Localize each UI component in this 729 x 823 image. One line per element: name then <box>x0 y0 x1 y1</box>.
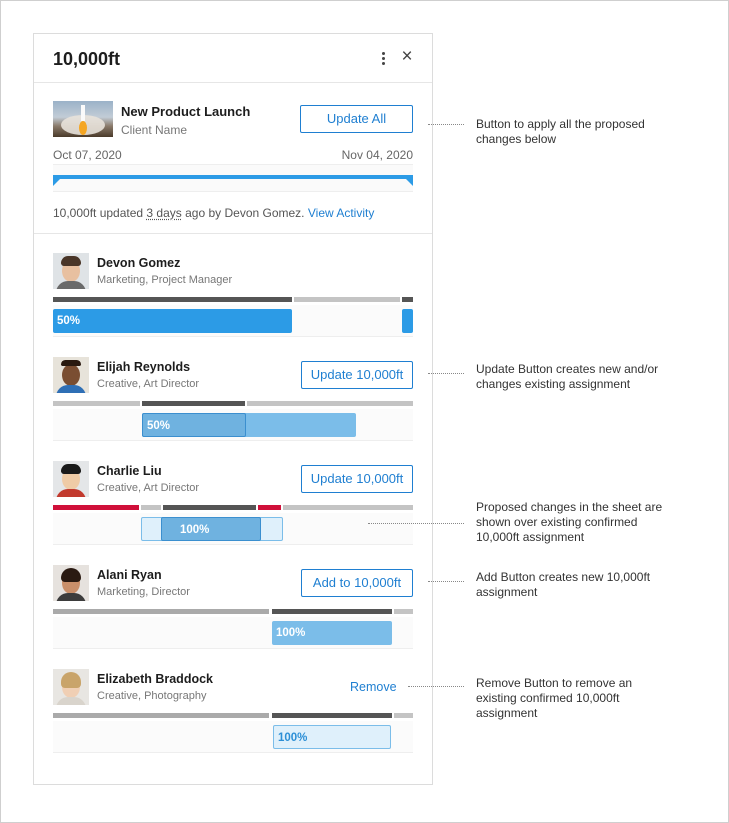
schedule-segment-conflict <box>258 505 281 510</box>
activity-prefix: 10,000ft updated <box>53 206 147 220</box>
person-row-elijah-reynolds <box>34 357 432 461</box>
update-10000ft-button[interactable]: Update 10,000ft <box>301 361 413 389</box>
project-start-date: Oct 07, 2020 <box>53 148 122 162</box>
schedule-segment <box>247 401 413 406</box>
allocation-bar-confirmed[interactable]: 100% <box>161 517 261 541</box>
schedule-segment <box>283 505 413 510</box>
schedule-segment <box>394 609 413 614</box>
person-name: Elijah Reynolds <box>97 360 191 374</box>
panel-header <box>34 34 432 83</box>
person-row-alani-ryan <box>34 565 432 669</box>
avatar <box>53 253 89 289</box>
add-to-10000ft-button[interactable]: Add to 10,000ft <box>301 569 413 597</box>
person-role: Marketing, Director <box>97 586 190 598</box>
activity-line <box>53 206 374 220</box>
schedule-segment-conflict <box>53 505 139 510</box>
person-row-elizabeth-braddock <box>34 669 432 773</box>
update-10000ft-button[interactable]: Update 10,000ft <box>301 465 413 493</box>
schedule-segment <box>402 297 413 302</box>
avatar <box>53 461 89 497</box>
schedule-segment <box>141 505 161 510</box>
project-timeline-bar <box>53 175 413 179</box>
person-name: Charlie Liu <box>97 464 162 478</box>
person-role: Creative, Photography <box>97 690 207 702</box>
schedule-segment <box>394 713 413 718</box>
view-activity-link[interactable]: View Activity <box>307 206 375 220</box>
person-name: Elizabeth Braddock <box>97 672 213 686</box>
person-role: Creative, Art Director <box>97 482 200 494</box>
annotation-update-button: Update Button creates new and/or changes existing assignment <box>476 362 659 391</box>
10000ft-side-panel <box>33 33 433 785</box>
schedule-segment <box>53 297 292 302</box>
allocation-bar-confirmed-end[interactable] <box>402 309 413 333</box>
close-icon[interactable]: × <box>401 46 413 67</box>
person-name: Alani Ryan <box>97 568 162 582</box>
schedule-segment <box>163 505 256 510</box>
annotation-add-button: Add Button creates new 10,000ft assignment <box>476 570 651 599</box>
client-name: Client Name <box>121 123 188 137</box>
annotation-leader <box>428 373 464 374</box>
avatar <box>53 669 89 705</box>
schedule-segment <box>53 609 269 614</box>
schedule-segment <box>142 401 245 406</box>
section-divider <box>34 233 432 234</box>
person-role: Marketing, Project Manager <box>97 274 233 286</box>
activity-middle: ago by Devon Gomez. <box>181 206 308 220</box>
activity-time-ago: 3 days <box>146 206 182 220</box>
schedule-segment <box>272 609 392 614</box>
annotation-remove-button: Remove Button to remove an existing confirmed 10,000ft assignment <box>476 676 633 720</box>
schedule-segment <box>53 713 269 718</box>
remove-link[interactable]: Remove <box>350 680 397 694</box>
panel-title: 10,000ft <box>53 49 121 69</box>
update-all-button[interactable]: Update All <box>300 105 413 133</box>
annotation-proposed-changes: Proposed changes in the sheet are shown over existing confirmed 10,000ft assignment <box>476 500 663 544</box>
project-thumbnail-rocket-launch <box>53 101 113 137</box>
annotation-leader <box>428 581 464 582</box>
annotation-leader <box>368 523 464 524</box>
allocation-bar-to-remove[interactable]: 100% <box>273 725 391 749</box>
person-role: Creative, Art Director <box>97 378 200 390</box>
person-row-devon-gomez <box>34 253 432 357</box>
more-vertical-icon[interactable] <box>375 48 391 68</box>
project-end-date: Nov 04, 2020 <box>341 148 413 162</box>
allocation-bar-confirmed[interactable]: 50% <box>142 413 246 437</box>
person-name: Devon Gomez <box>97 256 181 270</box>
allocation-bar-proposed[interactable]: 100% <box>272 621 392 645</box>
schedule-segment <box>294 297 400 302</box>
person-row-charlie-liu <box>34 461 432 565</box>
annotation-update-all: Button to apply all the proposed changes below <box>476 117 645 146</box>
avatar <box>53 357 89 393</box>
annotation-leader <box>408 686 464 687</box>
avatar <box>53 565 89 601</box>
annotation-leader <box>428 124 464 125</box>
project-name: New Product Launch <box>121 104 251 119</box>
allocation-bar-confirmed[interactable]: 50% <box>53 309 292 333</box>
schedule-segment <box>272 713 392 718</box>
schedule-segment <box>53 401 140 406</box>
